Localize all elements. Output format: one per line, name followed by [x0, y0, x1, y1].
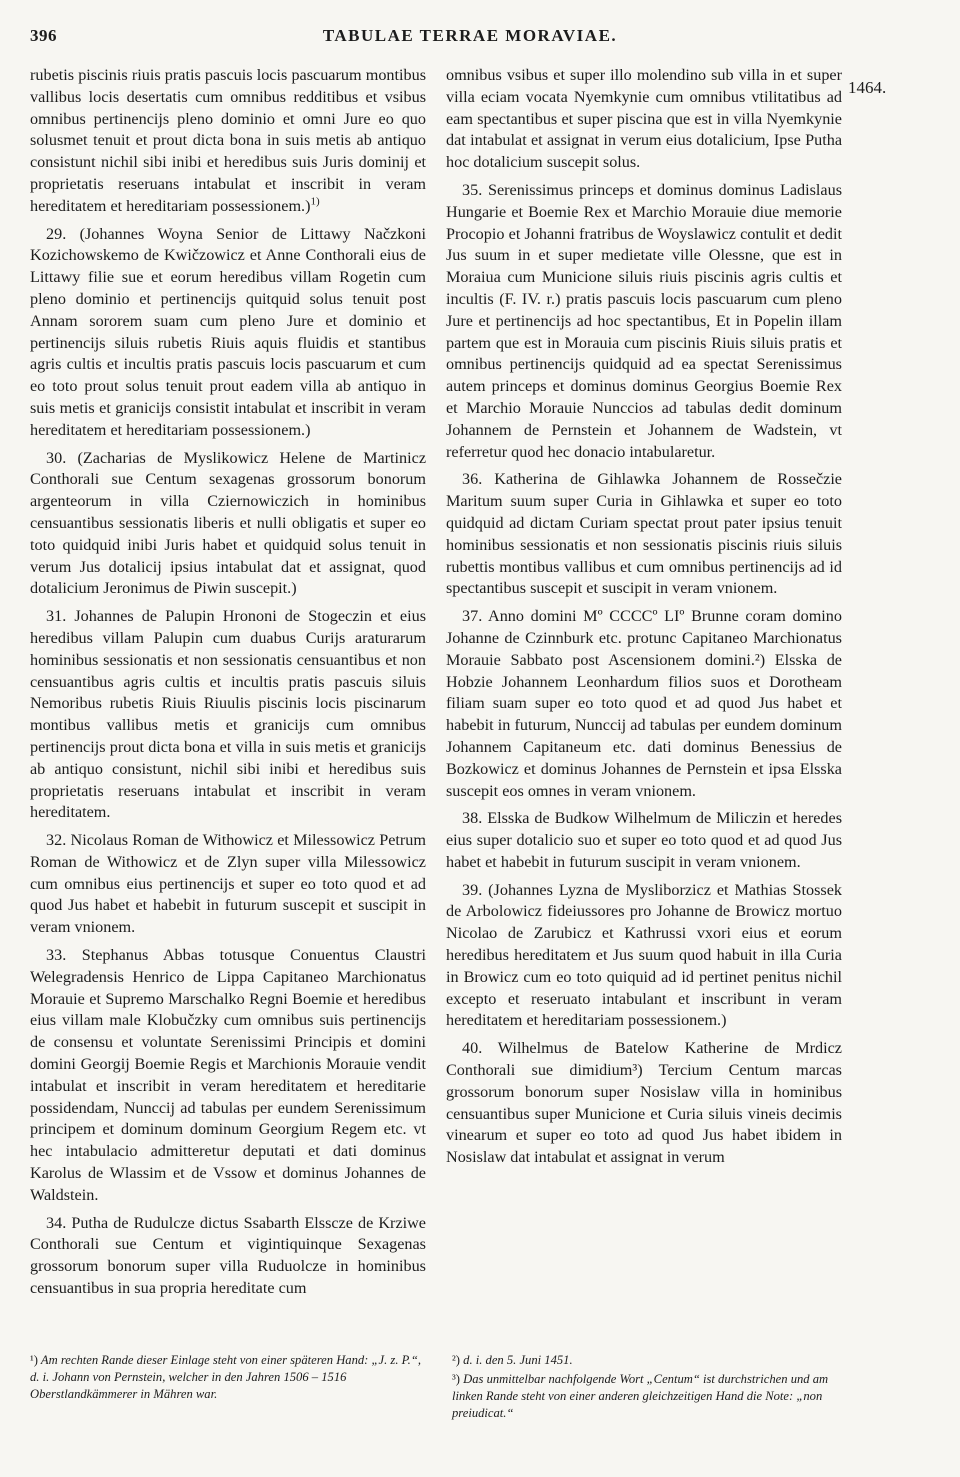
entry-text: Wilhelmus de Batelow Katherine de Mrdicz Conthorali sue dimidium³) Tercium Centum marcas grossorum bonorum super Nosislaw villa in hominibus censuantibus super Municione et Curia siluis vineis decimis vinearum et super eo toto ad quod Jus habet ibidem in Nosislaw dat intabulat et assignat in verum — [446, 1039, 842, 1167]
paragraph-p40 — [446, 1038, 842, 1169]
entry-number: 29. — [46, 224, 67, 243]
right-column — [446, 65, 842, 1169]
entry-text: (Zacharias de Myslikowicz Helene de Martinicz Conthorali sue Centum sexagenas grossorum bonorum argenteorum in villa Cziernowiczich in hominibus censuantibus sessionatis liberis et nulli obligatis et super eo toto quidquid inibi Juris habet et quidquid solus tenuit in verum Jus dotalicij ipsius intabulat dat et assignat, quod dotalicium Jeronimus de Piwin suscepit.) — [30, 448, 426, 598]
footnote — [452, 1352, 844, 1369]
footnote-mark: ³) — [452, 1372, 460, 1386]
footnotes-right — [452, 1352, 844, 1424]
margin-year: 1464. — [848, 78, 887, 97]
entry-text: rubetis piscinis riuis pratis pascuis locis pascuarum montibus vallibus locis desertatis cum omnibus redditibus et vsibus omnibus pertinencijs pleno dominio et omni Jure eo quo solusmet tenuit et prout dicta bona in suis metis ab antiquo consistunt nichil sibi inibi et heredibus suis Juris dominij et proprietatis reseruans intabulat et inscribit in veram hereditatem et hereditariam possessionem.) — [30, 66, 426, 215]
footnote-text: Am rechten Rande dieser Einlage steht von einer späteren Hand: „J. z. P.“, d. i. Johann von Pernstein, welcher in den Jahren 1506 – 1516 Oberstlandkämmerer in Mähren war. — [30, 1353, 421, 1401]
paragraph-p32 — [30, 830, 426, 939]
entry-text: (Johannes Lyzna de Mysliborzicz et Mathias Stossek de Arbolowicz fideiussores pro Johanne de Browicz mortuo Nicolao de Zarubicz et Kathrussi vxori eius et eorum heredibus hereditatem et Jus suum quod habuit in illa Curia in Browicz cum eo toto quiquid ad id pertinet penitus nichil excepto et reseruato intabulant et inscribunt in veram hereditatem et hereditariam possessionem.) — [446, 880, 843, 1030]
entry-text: Stephanus Abbas totusque Conuentus Claustri Welegradensis Henrico de Lippa Capitaneo Marchionatus Morauie et Supremo Marschalko Regni Boemie et heredibus eius villam male Klobučzky cum omnibus suis pertinencijs de consensu et voluntate Serenissimi Principis et domini domini Georgij Boemie Regis et Marchionis Morauie vendit intabulat et inscribit in veram hereditatem et hereditarie possidendam, Nunccij ad tabulas per eundem Serenissimum principem et dominum dominum Georgium Regem etc. vt hec intabulacio admitteretur deputati et dati dominus Karolus de Wlassim et de Vssow et dominus Johannes de Waldstein. — [30, 946, 427, 1204]
entry-number: 30. — [46, 448, 67, 467]
paragraph-p33 — [30, 945, 426, 1207]
paragraph-p36 — [446, 469, 842, 600]
entry-number: 36. — [462, 470, 483, 489]
entry-text: Anno domini Mº CCCCº LIº Brunne coram domino Johanne de Czinnburk etc. protunc Capitaneo Marchionatus Morauie Sabbato post Ascensionem domini.²) Elsska de Hobzie Johannem Leonhardum filios suos et Dorotheam filiam suam super eo toto quod et ad quod Jus habet et habebit in futurum, Nunccij ad tabulas per eundem dominum Johannem Capitaneum etc. dati dominus Benessius de Bozkowicz et dominus Johannes de Pernstein et ipsa Elsska suscepit eos omnes in veram vnionem. — [446, 607, 842, 800]
paragraph-p30 — [30, 448, 426, 601]
entry-number: 32. — [46, 831, 67, 850]
running-title: TABULAE TERRAE MORAVIAE. — [322, 26, 618, 45]
entry-text: Serenissimus princeps et dominus dominus Ladislaus Hungarie et Boemie Rex et Marchio Morauie diue memorie Procopio et Johanni fratribus de Woyslawicz contulit et dedit Jus suum in et super medietate ville Olessne, que est in Moraiua cum Municione siluis riuis piscinis agris cultis et incultis (F. IV. r.) pratis pascuis locis pascuarum cum pleno Jure et pertinencijs ad hoc spectantibus, Et in Popelin illam partem que est in Morauia cum piscinis Riuis siluis pratis et omnibus pertinencijs quidquid ad ea spectat Serenissimus autem princeps et dominus dominus Georgius Boemie Rex et Marchio Morauie Nunccios ad tabulas dedit dominum Johannem de Pernstein et Johannem de Wadstein, vt referretur quod hec donacio intabularetur. — [446, 180, 843, 461]
entry-text: Elsska de Budkow Wilhelmum de Miliczin et heredes eius super dotalicio suo et super eo toto quod et ad quod Jus habet et habebit in futurum suscipit in veram vnionem. — [446, 809, 842, 871]
entry-number: 40. — [462, 1039, 483, 1058]
paragraph-p37 — [446, 606, 842, 802]
entry-text: (Johannes Woyna Senior de Littawy Načzkoni Kozichowskemo de Kwičzowicz et Anne Conthorali eius de Littawy filie sue et eorum heredibus villam Rogetin cum pleno dominio et pertinencijs quitquid solus tenuit post Annam sororem suam cum pleno Jure et dominio et pertinencijs siluis rubetis Riuis aquis fluidis et stantibus agris cultis et incultis pratis pascuis locis pascuarum et cum eo toto prout solus tenuit prout eadem villa ab antiquo in suis metis et granicijs consistit intabulat et inscribit in veram hereditatem et hereditariam possessionem.) — [30, 224, 426, 439]
entry-number: 31. — [46, 607, 67, 626]
page-number: 396 — [30, 26, 57, 45]
footnote-text: Das unmittelbar nachfolgende Wort „Centum“ ist durchstrichen und am linken Rande steht von einer anderen gleichzeitigen Hand die Note: „non preiudicat.“ — [452, 1372, 829, 1420]
footnotes-left — [30, 1352, 422, 1405]
footnote-mark: ²) — [452, 1353, 460, 1367]
footnote-reference: 1) — [310, 195, 320, 208]
paragraph-p38 — [446, 808, 842, 873]
entry-number: 34. — [46, 1213, 67, 1232]
paragraph-p34 — [30, 1213, 426, 1300]
entry-text: Putha de Rudulcze dictus Ssabarth Elsscze de Krziwe Conthorali sue Centum et vigintiquinque Sexagenas grossorum bonorum super villa Ruduolcze in hominibus censuantibus in sua propria hereditate cum — [30, 1213, 426, 1298]
page-header — [30, 26, 910, 56]
entry-number: 39. — [462, 880, 483, 899]
paragraph-p39 — [446, 880, 842, 1033]
entry-text: Johannes de Palupin Hrononi de Stogeczin et eius heredibus villam Palupin cum duabus Curijs araturarum hominibus sessionatis et non sessionatis censuantibus et non censuantibus agris cultis et incultis pratis pascuis siluis Nemoribus rubetis Riuis Riuulis piscinis locis piscinarum montibus vallibus metis et granicijs cum omnibus pertinencijs prout dicta bona et villa in suis metis et granicijs ab antiquo consistunt, nichil sibi inibi et heredibus suis proprietatis reseruans intabulat et inscribit in veram hereditatem. — [30, 607, 426, 822]
footnote — [452, 1371, 844, 1422]
paragraph-p35 — [446, 180, 842, 463]
entry-number: 37. — [462, 607, 483, 626]
entry-number: 35. — [462, 180, 483, 199]
entry-text: omnibus vsibus et super illo molendino sub villa in et super villa eciam vocata Nyemkynie cum omnibus vtilitatibus ad eam spectantibus et super piscina que est in villa Nyemkynie dat intabulat et assignat in verum eius dotalicium, Ipse Putha hoc dotalicium suscepit solus. — [446, 66, 842, 172]
footnote-text: d. i. den 5. Juni 1451. — [463, 1353, 573, 1367]
footnote — [30, 1352, 422, 1403]
paragraph-p29 — [30, 224, 426, 442]
entry-text: Katherina de Gihlawka Johannem de Rossečzie Maritum suum super Curia in Gihlawka et super eo toto quidquid ad dictam Curiam spectat prout pater ipsius tenuit hominibus sessionatis et non sessionatis piscinis riuis siluis rubettis montibus vallibus et cum omnibus pertinencijs ad id spectantibus suscepit et suscipit in veram vnionem. — [446, 470, 842, 598]
entry-number: 33. — [46, 946, 67, 965]
entry-number: 38. — [462, 809, 483, 828]
paragraph-p28-cont — [30, 65, 426, 218]
paragraph-p31 — [30, 606, 426, 824]
paragraph-p34-cont — [446, 65, 842, 174]
left-column — [30, 65, 426, 1300]
entry-text: Nicolaus Roman de Withowicz et Milessowicz Petrum Roman de Withowicz et de Zlyn super villa Milessowicz cum omnibus eius pertinencijs et super eo toto quod et ad quod Jus habet et habebit in futurum suscepit et suscipit in veram vnionem. — [30, 831, 426, 937]
footnote-mark: ¹) — [30, 1353, 38, 1367]
